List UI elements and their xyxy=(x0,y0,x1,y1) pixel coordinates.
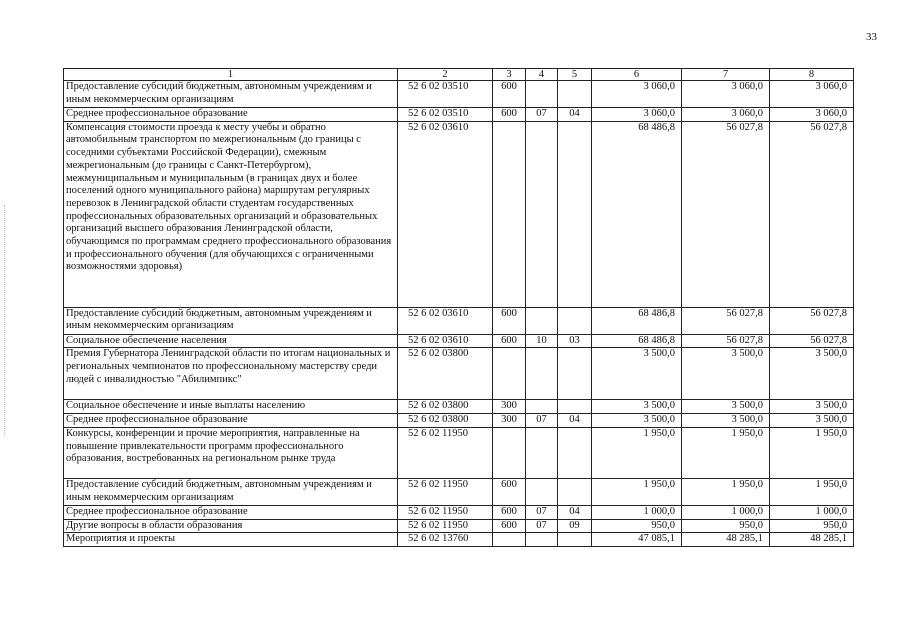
table-row xyxy=(64,400,854,414)
row-name: Социальное обеспечение населения xyxy=(64,334,398,348)
row-col3: 600 xyxy=(493,334,526,348)
row-col4 xyxy=(526,121,558,307)
row-col3 xyxy=(493,348,526,400)
row-value-8: 56 027,8 xyxy=(770,307,854,334)
row-value-6: 68 486,8 xyxy=(592,334,682,348)
row-value-8: 56 027,8 xyxy=(770,334,854,348)
row-col3 xyxy=(493,427,526,478)
row-value-7: 1 950,0 xyxy=(682,478,770,505)
table-row xyxy=(64,81,854,108)
row-value-8: 950,0 xyxy=(770,519,854,533)
row-name: Предоставление субсидий бюджетным, автономным учреждениям и иным некоммерческим организациям xyxy=(64,307,398,334)
row-value-8: 3 500,0 xyxy=(770,348,854,400)
row-col5: 09 xyxy=(558,519,592,533)
row-value-6: 1 950,0 xyxy=(592,427,682,478)
row-col5 xyxy=(558,307,592,334)
row-col4 xyxy=(526,400,558,414)
row-code: 52 6 02 11950 xyxy=(398,505,493,519)
row-name: Среднее профессиональное образование xyxy=(64,414,398,428)
row-code: 52 6 02 13760 xyxy=(398,533,493,547)
header-cell: 3 xyxy=(493,69,526,81)
row-value-8: 3 500,0 xyxy=(770,414,854,428)
budget-table xyxy=(63,68,854,547)
row-value-6: 3 500,0 xyxy=(592,414,682,428)
header-cell: 8 xyxy=(770,69,854,81)
row-col4 xyxy=(526,427,558,478)
row-code: 52 6 02 03510 xyxy=(398,108,493,122)
table-row xyxy=(64,533,854,547)
row-value-7: 3 060,0 xyxy=(682,81,770,108)
row-value-6: 3 500,0 xyxy=(592,348,682,400)
row-col5: 04 xyxy=(558,414,592,428)
row-value-8: 1 950,0 xyxy=(770,427,854,478)
row-col5 xyxy=(558,81,592,108)
row-col5 xyxy=(558,348,592,400)
header-cell: 4 xyxy=(526,69,558,81)
row-col4: 07 xyxy=(526,414,558,428)
row-code: 52 6 02 03610 xyxy=(398,307,493,334)
row-code: 52 6 02 03800 xyxy=(398,414,493,428)
row-col3: 600 xyxy=(493,505,526,519)
row-value-6: 47 085,1 xyxy=(592,533,682,547)
row-col4 xyxy=(526,81,558,108)
row-value-6: 68 486,8 xyxy=(592,121,682,307)
row-value-7: 3 500,0 xyxy=(682,348,770,400)
header-cell: 1 xyxy=(64,69,398,81)
row-col3: 600 xyxy=(493,307,526,334)
row-code: 52 6 02 03610 xyxy=(398,334,493,348)
row-name: Социальное обеспечение и иные выплаты населению xyxy=(64,400,398,414)
row-name: Мероприятия и проекты xyxy=(64,533,398,547)
row-col3: 600 xyxy=(493,81,526,108)
table-row xyxy=(64,478,854,505)
row-col4 xyxy=(526,348,558,400)
row-name: Компенсация стоимости проезда к месту учебы и обратно автомобильным транспортом по межрегиональным (до границы с соседними субъектами Российской Федерации), смежным межрегиональным (до границы с Санкт-Петербургом), межмуниципальным и муниципальным (в границах двух и более поселений одного муниципального района) маршрутам регулярных перевозок в Ленинградской области студентам государственных профессиональных образовательных организаций и образовательных организаций высшего образования Ленинградской области, обучающимся по программам среднего профессионального образования и профессионального обучения (для обучающихся с ограниченными возможностями здоровья) xyxy=(64,121,398,307)
row-col5 xyxy=(558,121,592,307)
row-code: 52 6 02 03510 xyxy=(398,81,493,108)
header-cell: 7 xyxy=(682,69,770,81)
row-code: 52 6 02 03610 xyxy=(398,121,493,307)
row-col5 xyxy=(558,533,592,547)
table-row xyxy=(64,307,854,334)
row-col5: 03 xyxy=(558,334,592,348)
row-col5 xyxy=(558,427,592,478)
row-value-6: 1 950,0 xyxy=(592,478,682,505)
row-value-8: 48 285,1 xyxy=(770,533,854,547)
row-value-7: 56 027,8 xyxy=(682,334,770,348)
row-col5: 04 xyxy=(558,108,592,122)
row-col4 xyxy=(526,307,558,334)
row-value-6: 68 486,8 xyxy=(592,307,682,334)
table-row xyxy=(64,334,854,348)
row-code: 52 6 02 03800 xyxy=(398,400,493,414)
table-row xyxy=(64,519,854,533)
row-col3: 600 xyxy=(493,519,526,533)
row-name: Другие вопросы в области образования xyxy=(64,519,398,533)
row-code: 52 6 02 11950 xyxy=(398,478,493,505)
header-cell: 6 xyxy=(592,69,682,81)
row-col3: 600 xyxy=(493,478,526,505)
row-name: Среднее профессиональное образование xyxy=(64,108,398,122)
table-row xyxy=(64,505,854,519)
row-value-7: 48 285,1 xyxy=(682,533,770,547)
row-col3: 300 xyxy=(493,414,526,428)
row-value-6: 3 060,0 xyxy=(592,81,682,108)
table-row xyxy=(64,108,854,122)
row-value-7: 56 027,8 xyxy=(682,121,770,307)
table-row xyxy=(64,427,854,478)
page-number: 33 xyxy=(866,31,877,43)
row-value-6: 1 000,0 xyxy=(592,505,682,519)
row-name: Среднее профессиональное образование xyxy=(64,505,398,519)
row-col4: 07 xyxy=(526,519,558,533)
row-col5 xyxy=(558,400,592,414)
row-value-6: 3 500,0 xyxy=(592,400,682,414)
row-col4: 07 xyxy=(526,505,558,519)
row-value-6: 950,0 xyxy=(592,519,682,533)
row-col3: 300 xyxy=(493,400,526,414)
row-value-7: 56 027,8 xyxy=(682,307,770,334)
row-code: 52 6 02 11950 xyxy=(398,519,493,533)
row-col4: 10 xyxy=(526,334,558,348)
row-col5 xyxy=(558,478,592,505)
row-col3 xyxy=(493,121,526,307)
table-row xyxy=(64,348,854,400)
row-col3 xyxy=(493,533,526,547)
row-value-8: 1 000,0 xyxy=(770,505,854,519)
row-value-6: 3 060,0 xyxy=(592,108,682,122)
row-value-8: 1 950,0 xyxy=(770,478,854,505)
row-code: 52 6 02 11950 xyxy=(398,427,493,478)
margin-dotted-line xyxy=(4,205,6,435)
table-row xyxy=(64,414,854,428)
row-col4 xyxy=(526,478,558,505)
row-col4: 07 xyxy=(526,108,558,122)
header-cell: 2 xyxy=(398,69,493,81)
row-value-8: 3 060,0 xyxy=(770,81,854,108)
table-row xyxy=(64,121,854,307)
row-value-7: 1 950,0 xyxy=(682,427,770,478)
row-col4 xyxy=(526,533,558,547)
row-name: Конкурсы, конференции и прочие мероприятия, направленные на повышение привлекательности программ профессионального образования, востребованных на региональном рынке труда xyxy=(64,427,398,478)
row-value-7: 950,0 xyxy=(682,519,770,533)
row-name: Предоставление субсидий бюджетным, автономным учреждениям и иным некоммерческим организациям xyxy=(64,81,398,108)
row-col5: 04 xyxy=(558,505,592,519)
row-value-7: 3 500,0 xyxy=(682,414,770,428)
row-value-8: 56 027,8 xyxy=(770,121,854,307)
row-value-8: 3 500,0 xyxy=(770,400,854,414)
row-col3: 600 xyxy=(493,108,526,122)
row-name: Предоставление субсидий бюджетным, автономным учреждениям и иным некоммерческим организациям xyxy=(64,478,398,505)
row-name: Премия Губернатора Ленинградской области по итогам национальных и региональных чемпионатов по профессиональному мастерству среди людей с инвалидностью "Абилимпикс" xyxy=(64,348,398,400)
row-code: 52 6 02 03800 xyxy=(398,348,493,400)
row-value-8: 3 060,0 xyxy=(770,108,854,122)
row-value-7: 1 000,0 xyxy=(682,505,770,519)
row-value-7: 3 060,0 xyxy=(682,108,770,122)
row-value-7: 3 500,0 xyxy=(682,400,770,414)
table-header-row xyxy=(64,69,854,81)
header-cell: 5 xyxy=(558,69,592,81)
